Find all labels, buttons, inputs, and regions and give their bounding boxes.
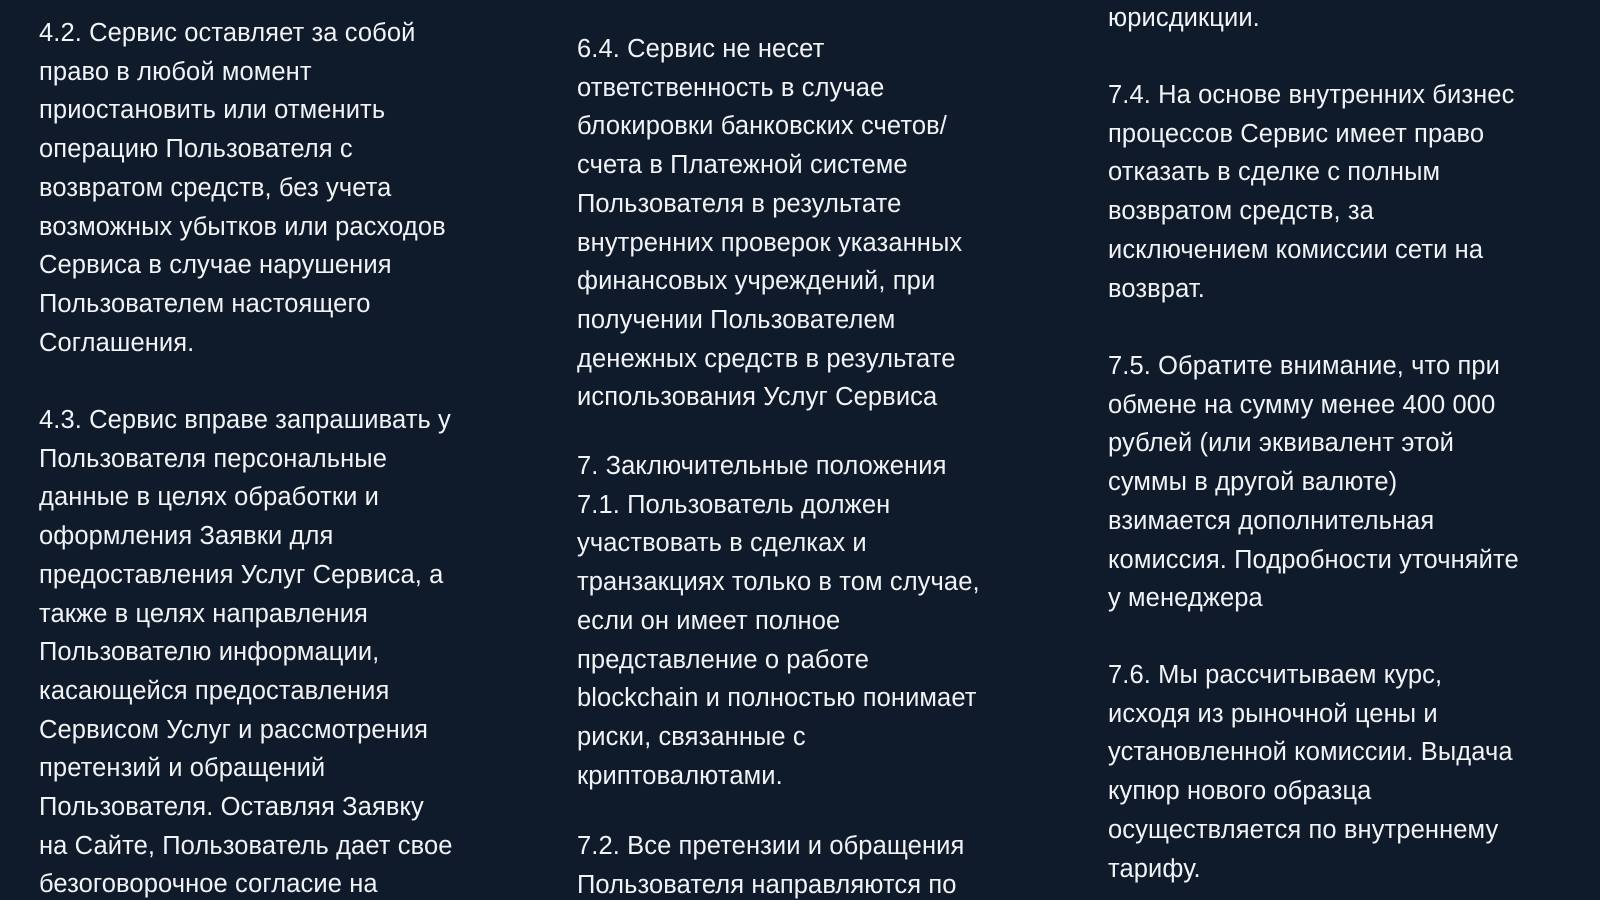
text-line: операцию Пользователя с: [39, 135, 353, 164]
text-line: оформления Заявки для: [39, 522, 334, 551]
text-line: ответственность в случае: [577, 73, 885, 102]
paragraph-7-6: [1108, 656, 1513, 888]
text-line: исключением комиссии сети на: [1108, 235, 1484, 264]
text-line: blockchain и полностью понимает: [577, 684, 977, 713]
text-line: отказать в сделке с полным: [1108, 158, 1441, 187]
text-line: 7.5. Обратите внимание, что при: [1108, 352, 1500, 380]
text-line: Пользователя. Оставляя Заявку: [39, 793, 424, 822]
text-line: у менеджера: [1108, 584, 1263, 613]
text-line: данные в целях обработки и: [39, 483, 380, 512]
text-line: право в любой момент: [39, 57, 312, 86]
text-line: Соглашения.: [39, 328, 195, 357]
text-line: Пользователя персональные: [39, 444, 387, 473]
text-line: возвратом средств, без учета: [39, 173, 392, 202]
text-line: претензий и обращений: [39, 754, 326, 783]
paragraph-6-4: [577, 30, 962, 417]
text-line: возможных убытков или расходов: [39, 212, 446, 241]
text-line: 7.1. Пользователь должен: [577, 490, 891, 519]
text-line: блокировки банковских счетов/: [577, 112, 947, 141]
text-line: Пользователя направляются по: [577, 870, 957, 899]
text-line: счета в Платежной системе: [577, 151, 908, 180]
text-line: Сервиса в случае нарушения: [39, 251, 392, 280]
text-line: внутренних проверок указанных: [577, 228, 963, 257]
paragraph-4-3: [39, 401, 453, 900]
text-line: Пользователю информации,: [39, 638, 380, 667]
terms-column-right: [1108, 0, 1578, 900]
text-line: на Сайте, Пользователь дает свое: [39, 831, 453, 860]
text-line: транзакциях только в том случае,: [577, 568, 980, 597]
text-line: финансовых учреждений, при: [577, 267, 936, 296]
text-line: риски, связанные с: [577, 722, 806, 751]
text-line: взимается дополнительная: [1108, 506, 1435, 535]
text-line: Пользователем настоящего: [39, 289, 371, 318]
text-line: тарифу.: [1108, 854, 1201, 883]
text-line: представление о работе: [577, 645, 870, 674]
text-line: возврат.: [1108, 274, 1205, 303]
text-line: приостановить или отменить: [39, 96, 386, 125]
text-line: денежных средств в результате: [577, 344, 956, 373]
text-line: комиссия. Подробности уточняйте: [1108, 545, 1519, 574]
text-line: касающейся предоставления: [39, 676, 390, 705]
terms-column-middle: [577, 0, 1027, 900]
text-line: исходя из рыночной цены и: [1108, 699, 1438, 728]
text-line: возвратом средств, за: [1108, 197, 1374, 226]
text-line: суммы в другой валюте): [1108, 468, 1398, 497]
text-line: участвовать в сделках и: [577, 529, 867, 558]
paragraph-7-3-tail: [1108, 0, 1260, 38]
section-heading: 7. Заключительные положения: [577, 452, 947, 480]
text-line: 7.6. Мы рассчитываем курс,: [1108, 661, 1443, 689]
paragraph-4-2: [39, 14, 446, 362]
terms-column-left: [39, 0, 509, 900]
text-line: Сервисом Услуг и рассмотрения: [39, 715, 429, 744]
text-line: Пользователя в результате: [577, 189, 902, 218]
text-line: рублей (или эквивалент этой: [1108, 429, 1455, 458]
text-line: 7.4. На основе внутренних бизнес: [1108, 81, 1515, 109]
text-line: процессов Сервис имеет право: [1108, 119, 1485, 148]
paragraph-7-2: [577, 827, 964, 900]
text-line: обмене на сумму менее 400 000: [1108, 390, 1496, 419]
text-line: юрисдикции.: [1108, 4, 1260, 32]
text-line: получении Пользователем: [577, 305, 896, 334]
text-line: использования Услуг Сервиса: [577, 383, 938, 412]
paragraph-7-4: [1108, 76, 1514, 308]
paragraph-7-5: [1108, 347, 1519, 618]
text-line: купюр нового образца: [1108, 777, 1372, 806]
text-line: предоставления Услуг Сервиса, а: [39, 560, 444, 589]
text-line: осуществляется по внутреннему: [1108, 815, 1499, 844]
text-line: 7.2. Все претензии и обращения: [577, 832, 965, 860]
text-line: безоговорочное согласие на: [39, 870, 378, 899]
text-line: криптовалютами.: [577, 761, 783, 790]
paragraph-7-heading-7-1: [577, 447, 980, 795]
text-line: 6.4. Сервис не несет: [577, 35, 825, 63]
text-line: установленной комиссии. Выдача: [1108, 738, 1513, 767]
text-line: если он имеет полное: [577, 606, 841, 635]
text-line: 4.3. Сервис вправе запрашивать у: [39, 406, 451, 434]
text-line: также в целях направления: [39, 599, 368, 628]
text-line: 4.2. Сервис оставляет за собой: [39, 19, 416, 47]
